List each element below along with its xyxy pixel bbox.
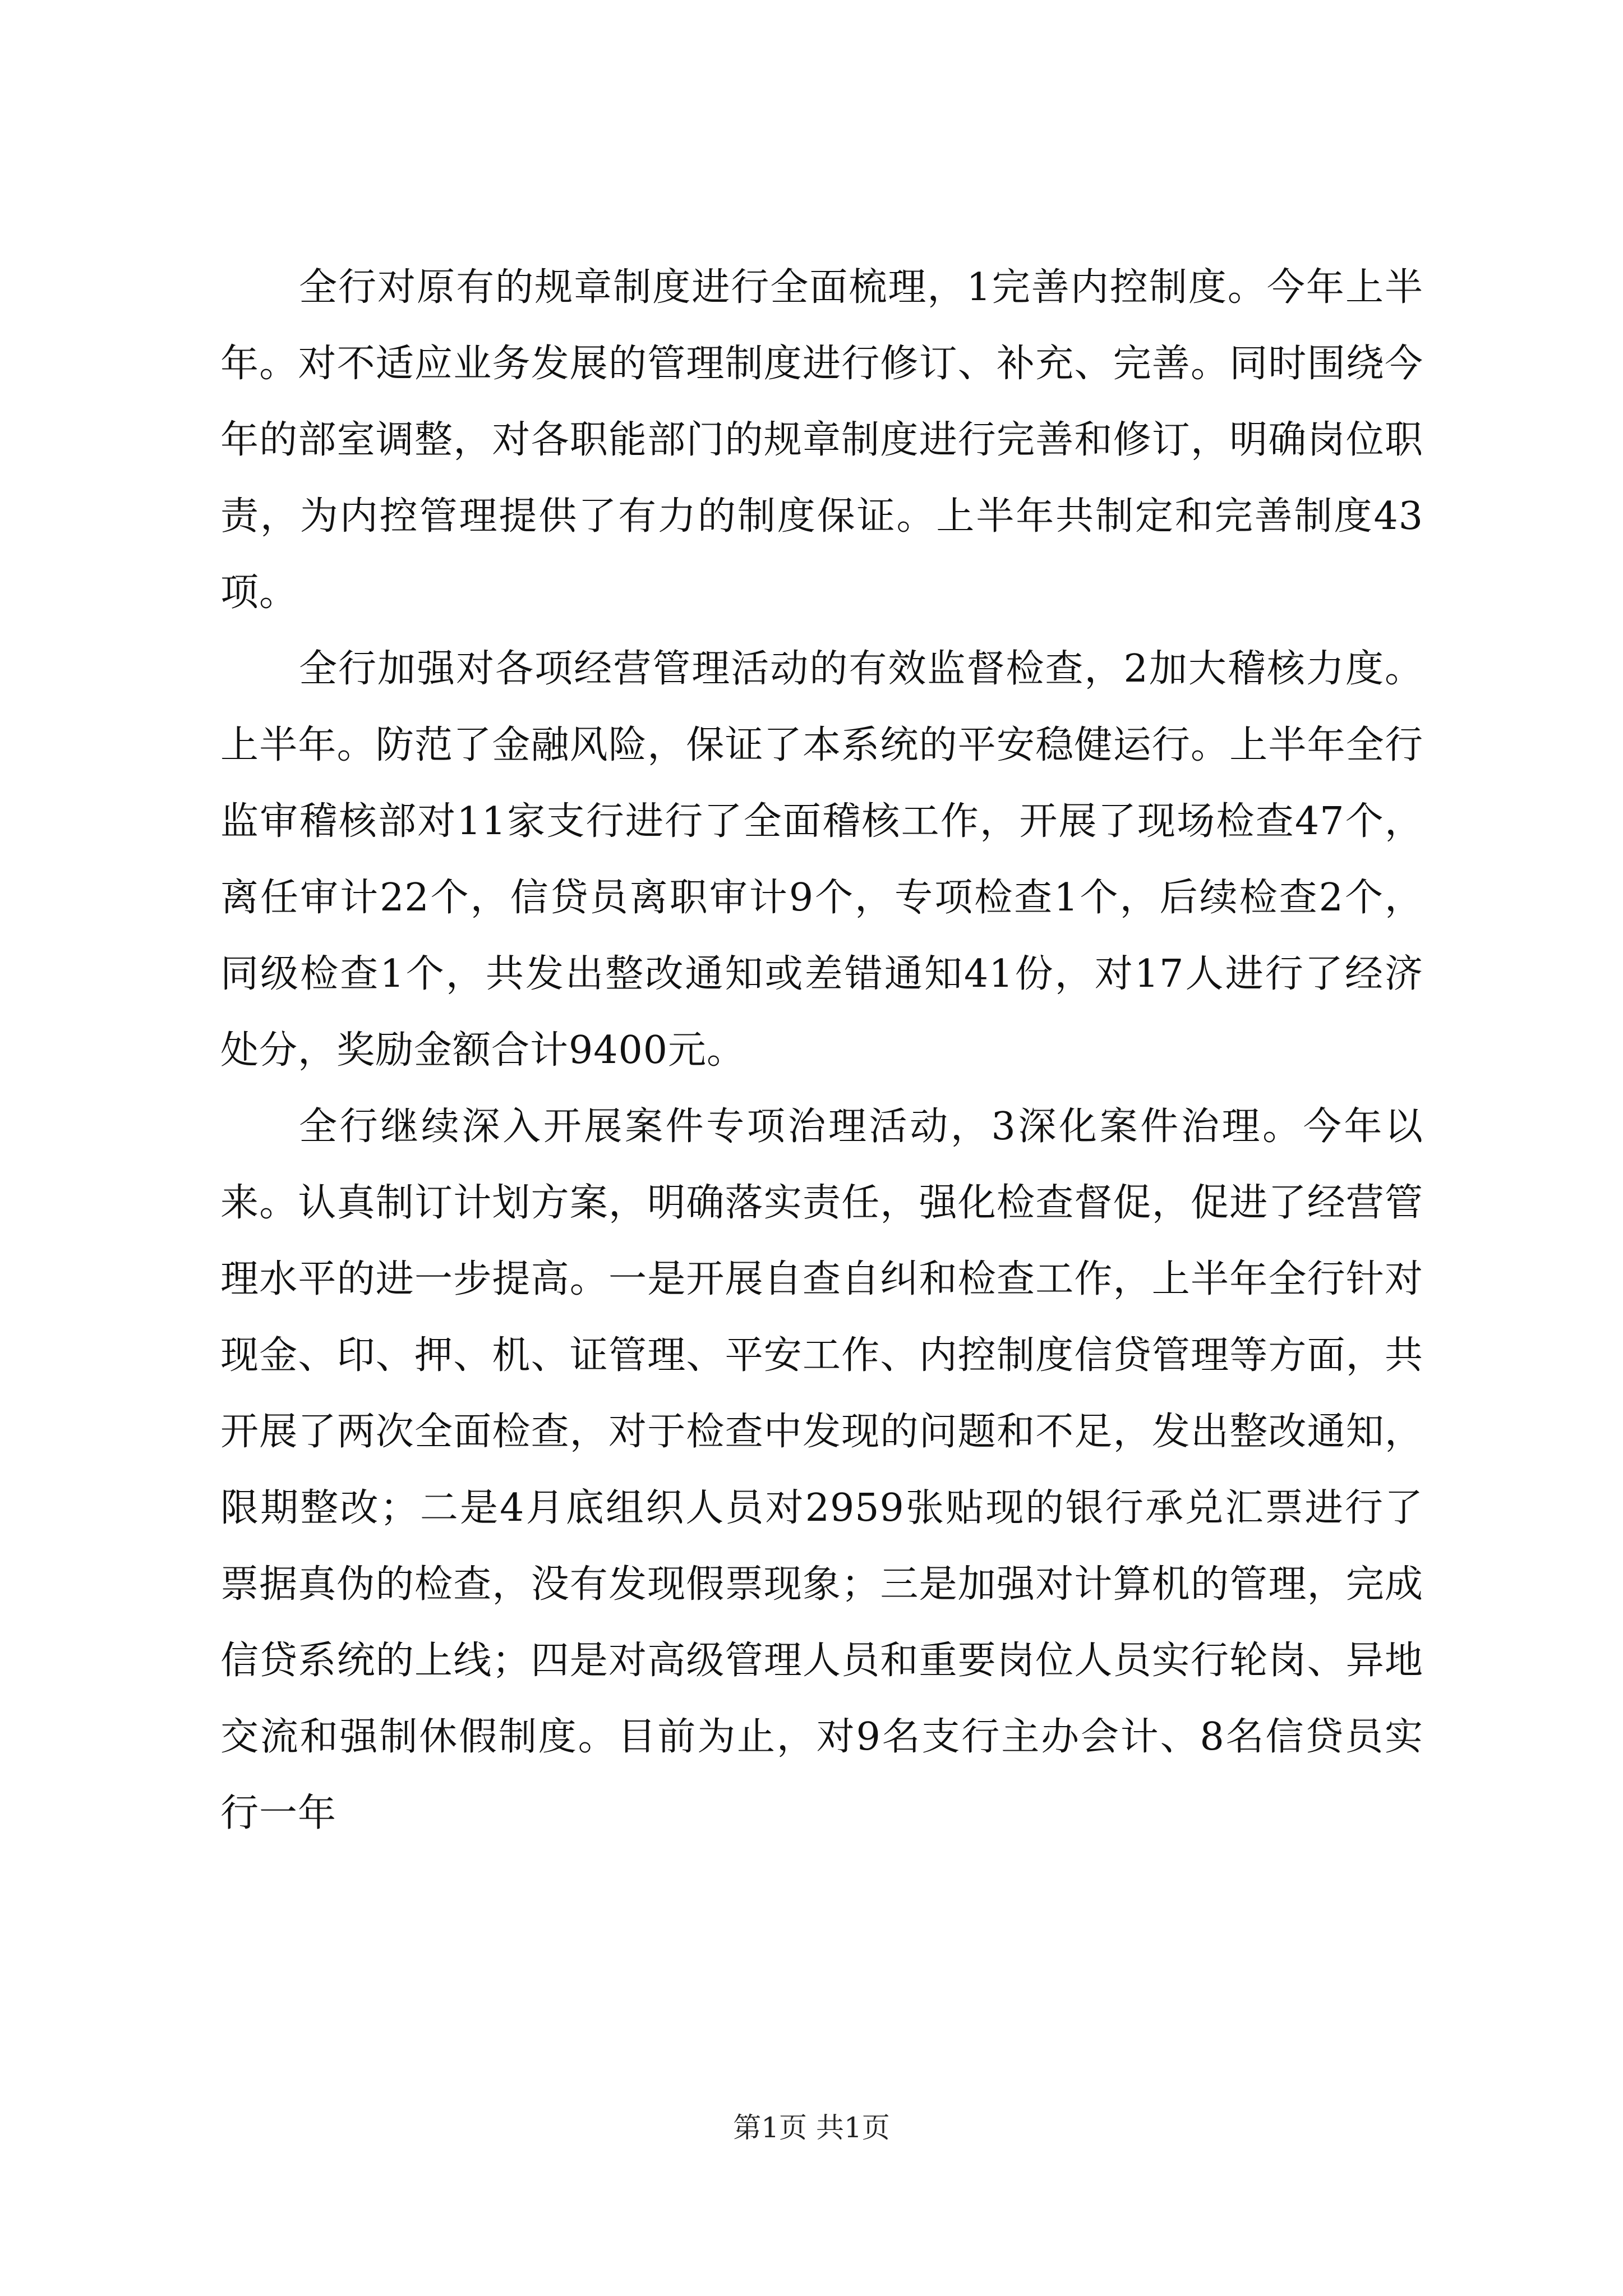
paragraph-case-governance: 全行继续深入开展案件专项治理活动，3深化案件治理。今年以来。认真制订计划方案，明确落实责任，强化检查督促，促进了经营管理水平的进一步提高。一是开展自查自纠和检查工作，上半年全行针对现金、印、押、机、证管理、平安工作、内控制度信贷管理等方面，共开展了两次全面检查，对于检查中发现的问题和不足，发出整改通知，限期整改；二是4月底组织人员对2959张贴现的银行承兑汇票进行了票据真伪的检查，没有发现假票现象；三是加强对计算机的管理，完成信贷系统的上线；四是对高级管理人员和重要岗位人员实行轮岗、异地交流和强制休假制度。目前为止，对9名支行主办会计、8名信贷员实行一年 xyxy=(220,1105,1423,1835)
document-body xyxy=(220,250,1423,1852)
page-footer: 第1页 共1页 xyxy=(733,2111,890,2144)
paragraph-internal-control: 全行对原有的规章制度进行全面梳理，1完善内控制度。今年上半年。对不适应业务发展的管理制度进行修订、补充、完善。同时围绕今年的部室调整，对各职能部门的规章制度进行完善和修订，明确岗位职责，为内控管理提供了有力的制度保证。上半年共制定和完善制度43项。 xyxy=(220,265,1423,615)
paragraph-audit: 全行加强对各项经营管理活动的有效监督检查，2加大稽核力度。上半年。防范了金融风险，保证了本系统的平安稳健运行。上半年全行监审稽核部对11家支行进行了全面稽核工作，开展了现场检查47个，离任审计22个，信贷员离职审计9个，专项检查1个，后续检查2个，同级检查1个，共发出整改通知或差错通知41份，对17人进行了经济处分，奖励金额合计9400元。 xyxy=(220,647,1423,1073)
